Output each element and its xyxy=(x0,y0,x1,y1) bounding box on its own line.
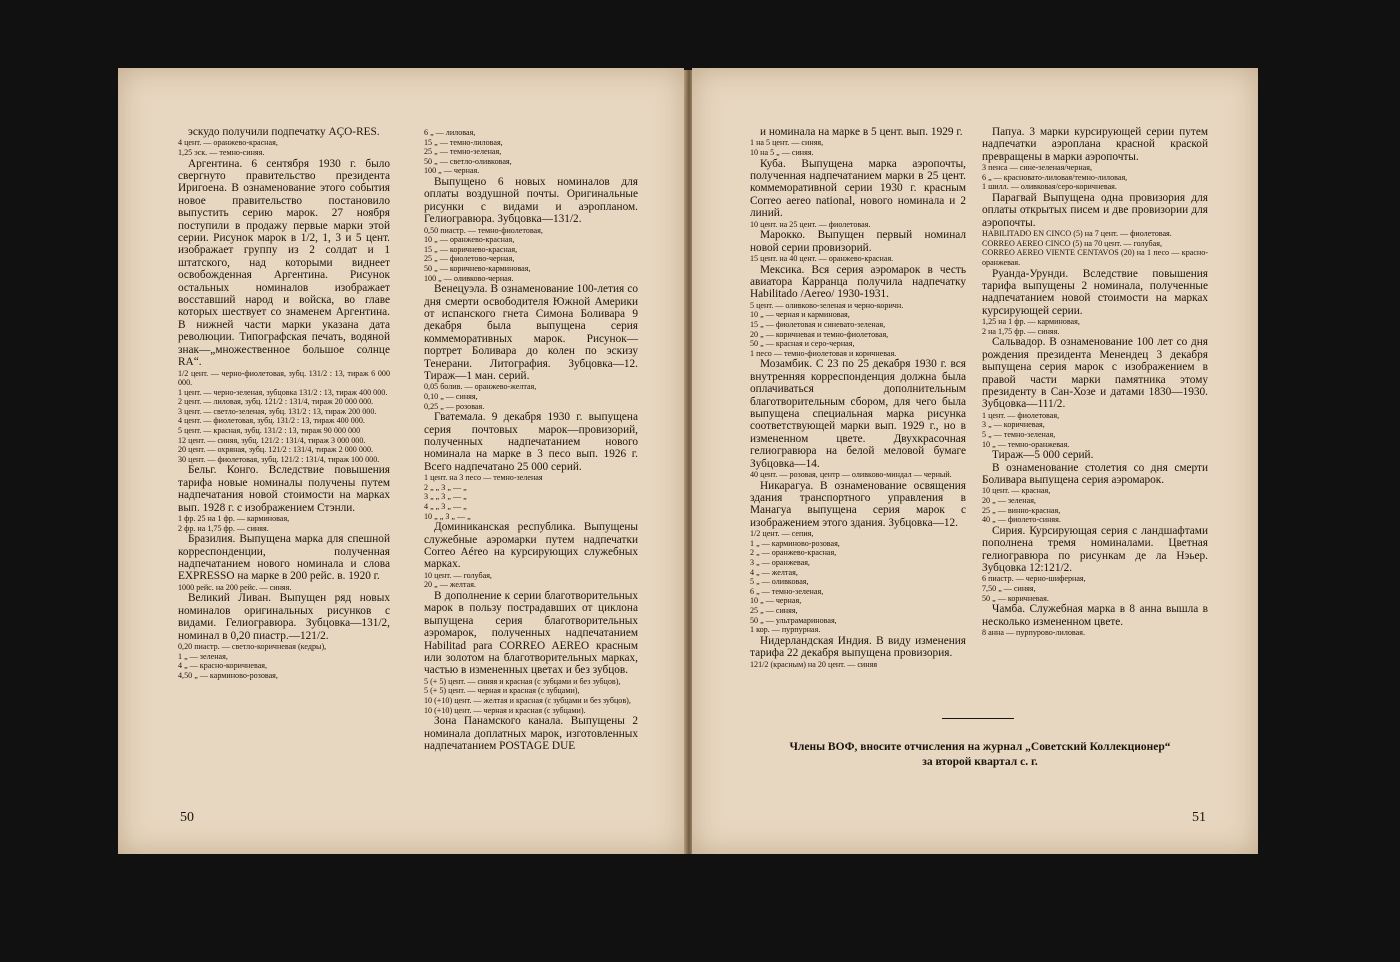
stamp-listing: 6 „ — темно-зеленая, xyxy=(750,586,824,596)
stamp-listing: 25 „ — винно-красная, xyxy=(982,505,1061,515)
stamp-listing: 1 цент. — фиолетовая, xyxy=(982,410,1060,420)
stamp-listing: 2 „ „ 3 „ — „ xyxy=(424,482,467,492)
stamp-listing: 25 „ — фиолетово-черная, xyxy=(424,254,515,264)
stamp-listing: 50 „ — ультрамариновая, xyxy=(750,615,837,625)
stamp-listing: 10 „ — черная и карминовая, xyxy=(750,310,850,320)
article-paragraph: Мозамбик. С 23 по 25 декабря 1930 г. вся внутренняя корреспонденция должна была оплачиваться дополнительным благотворительным сбором, для чего была выпущена специальная марка рисунка соответствующей марки вып. 1929 г., но в измененном цвете. Двухкрасочная гелиогравюра на белой меловой бумаге Зубцовка—14. xyxy=(750,358,966,470)
article-paragraph: В дополнение к серии благотворительных марок в пользу пострадавших от циклона выпущена серия благотворительных аэромарок, полученных надпечатанием Habilitad para CORREO AEREO красным или золотом на благотворительных марках, частью в измененных цветах и без зубцов. xyxy=(424,590,638,677)
footer-note xyxy=(752,740,1208,770)
left-page-column-1 xyxy=(178,126,390,680)
stamp-listing: 6 „ — красновато-лиловая/темно-лиловая, xyxy=(982,172,1128,182)
stamp-listing: 40 цент. — розовая, центр — оливково-миндал — черный. xyxy=(750,470,952,480)
stamp-listing: 10 цент. на 25 цент. — фиолетовая. xyxy=(750,219,871,229)
stamp-listing: 2 „ — оранжево-красная, xyxy=(750,548,837,558)
stamp-listing: 6 „ — лиловая, xyxy=(424,128,476,137)
article-paragraph: Чамба. Служебная марка в 8 анна вышла в несколько измененном цвете. xyxy=(982,603,1208,628)
stamp-listing: 4 „ — желтая, xyxy=(750,567,798,577)
stamp-listing: 100 „ — оливково-черная. xyxy=(424,273,514,283)
stamp-listing: 1 песо — темно-фиолетовая и коричневая. xyxy=(750,348,897,358)
stamp-listing: 3 пенса — сине-зеленая/черная, xyxy=(982,163,1092,173)
article-paragraph: Руанда-Урунди. Вследствие повышения тарифа выпущены 2 номинала, полученные надпечатанием новой стоимости на марках курсирующей серии. xyxy=(982,267,1208,317)
stamp-listing: 5 „ — оливковая, xyxy=(750,577,809,587)
stamp-listing: CORREO AEREO CINCO (5) на 70 цент. — голубая, xyxy=(982,238,1162,248)
stamp-listing: 20 „ — желтая. xyxy=(424,580,476,590)
footer-note-line-2: за второй квартал с. г. xyxy=(922,756,1038,768)
stamp-listing: 1 шилл. — оливковая/серо-коричневая. xyxy=(982,182,1117,192)
stamp-listing: 2 фр. на 1,75 фр. — синяя. xyxy=(178,523,269,533)
stamp-listing: 25 „ — синяя, xyxy=(750,606,798,616)
article-paragraph: и номинала на марке в 5 цент. вып. 1929 г. xyxy=(760,126,963,138)
footer-note-line-1: Члены ВОФ, вносите отчисления на журнал „Советский Коллекционер“ xyxy=(789,741,1171,753)
stamp-listing: 4,50 „ — карминово-розовая, xyxy=(178,670,278,680)
stamp-listing: 10 „ — черная, xyxy=(750,596,802,606)
stamp-listing: 0,25 „ — розовая. xyxy=(424,401,485,411)
article-paragraph: Бельг. Конго. Вследствие повышения тарифа новые номиналы получены путем надпечатания новой стоимости на марках вып. 1928 г. с изображением Стэнли. xyxy=(178,464,390,514)
stamp-listing: 100 „ — черная. xyxy=(424,166,480,176)
stamp-listing: 1 цент. на 3 песо — темно-зеленая xyxy=(424,473,543,483)
page-number: 51 xyxy=(1192,810,1206,825)
article-paragraph: Зона Панамского канала. Выпущены 2 номинала доплатных марок, изготовленных надпечатанием POSTAGE DUE xyxy=(424,715,638,753)
stamp-listing: 5 цент. — оливково-зеленая и черно-коричн. xyxy=(750,300,904,310)
article-paragraph: Тираж—5 000 серий. xyxy=(992,449,1094,462)
stamp-listing: 15 „ — фиолетовая и синевато-зеленая, xyxy=(750,320,886,330)
stamp-listing: 1/2 цент. — сепия, xyxy=(750,529,814,539)
stamp-listing: 1 „ — зеленая, xyxy=(178,651,228,661)
page-number: 50 xyxy=(180,810,194,825)
stamp-listing: 15 „ — темно-лиловая, xyxy=(424,137,503,147)
stamp-listing: 10 цент. — красная, xyxy=(982,486,1051,496)
article-paragraph: Куба. Выпущена марка аэропочты, полученная надпечатанием марки в 25 цент. коммеморативной серии 1930 г. красным Correo aereo national, нового номинала и 2 линий. xyxy=(750,157,966,220)
stamp-listing: 2 цент. — лиловая, зубц. 121/2 : 131/4, тираж 20 000 000. xyxy=(178,397,374,407)
stamp-listing: 1 на 5 цент. — синяя, xyxy=(750,138,824,148)
stamp-listing: 5 (+ 5) цент. — черная и красная (с зубцами), xyxy=(424,686,580,696)
article-paragraph: Марокко. Выпущен первый номинал новой серии провизорий. xyxy=(750,229,966,254)
stamp-listing: 10 на 5 „ — синяя. xyxy=(750,148,814,157)
article-paragraph: Выпущено 6 новых номиналов для оплаты воздушной почты. Оригинальные рисунки с видами и аэропланом. Гелиогравюра. Зубцовка—131/2. xyxy=(424,175,638,226)
stamp-listing: 12 цент. — синяя, зубц. 121/2 : 131/4, тираж 3 000 000. xyxy=(178,435,366,445)
separator-rule xyxy=(942,718,1014,719)
stamp-listing: 50 „ — красная и серо-черная, xyxy=(750,339,855,349)
stamp-listing: 10 (+10) цент. — черная и красная (с зубцами). xyxy=(424,705,586,715)
stamp-listing: 5 (+ 5) цент. — синяя и красная (с зубцами и без зубцов), xyxy=(424,676,621,686)
left-page[interactable] xyxy=(118,68,684,854)
stamp-listing: 1,25 эск. — темно-синяя. xyxy=(178,148,265,157)
article-paragraph: Парагвай Выпущена одна провизория для оплаты открытых писем и две провизории для аэропочты. xyxy=(982,192,1208,229)
article-paragraph: Мексика. Вся серия аэромарок в честь авиатора Карранца получила надпечатку Habilitado /Aereo/ 1930-1931. xyxy=(750,263,966,301)
article-paragraph: Гватемала. 9 декабря 1930 г. выпущена серия почтовых марок—провизорий, полученных надпечатанием нового номинала на марке в 3 песо вып. 1926 г. Всего надпечатано 25 000 серий. xyxy=(424,411,638,473)
article-paragraph: Сальвадор. В ознаменование 100 лет со дня рождения президента Менендец 3 декабря выпущена серия марок с изображением в правой части марки памятника этому президенту в Сан-Хозе и датами 1830—1930. Зубцовка—111/2. xyxy=(982,336,1208,411)
stamp-listing: 10 „ — темно-оранжевая. xyxy=(982,439,1070,449)
article-paragraph: эскудо получили подпечатку AÇO-RES. xyxy=(188,126,380,138)
stamp-listing: 50 „ — коричневая. xyxy=(982,593,1049,603)
stamp-listing: CORREO AEREO VIENTE CENTAVOS (20) на 1 песо — красно-оранжевая. xyxy=(982,248,1208,267)
stamp-listing: 7,50 „ — синяя, xyxy=(982,584,1036,594)
stamp-listing: 10 „ „ 3 „ — „ xyxy=(424,511,471,521)
stamp-listing: 4 „ „ 3 „ — „ xyxy=(424,502,467,511)
stamp-listing: 3 „ — оранжевая, xyxy=(750,558,810,568)
article-paragraph: Нидерландская Индия. В виду изменения тарифа 22 декабря выпущена провизория. xyxy=(750,634,966,660)
stamp-listing: 121/2 (красным) на 20 цент. — синяя xyxy=(750,659,878,669)
stamp-listing: 0,50 пиастр. — темно-фиолетовая, xyxy=(424,225,543,235)
stamp-listing: 4 цент. — фиолетовая, зубц. 131/2 : 13, тираж 400 000. xyxy=(178,416,365,426)
stamp-listing: 1/2 цент. — черно-фиолетовая, зубц. 131/2 : 13, тираж 6 000 000. xyxy=(178,368,390,388)
stamp-listing: 10 (+10) цент. — желтая и красная (с зубцами и без зубцов), xyxy=(424,696,631,706)
article-paragraph: Венецуэла. В ознаменование 100-летия со дня смерти освободителя Южной Америки от испанского гнета Симона Боливара 9 декабря была выпущена серия коммеморативных марок. Рисунок—портрет Боливара до колен по эскизу Тенерани. Литография. Зубцовка—12. Тираж—1 ман. серий. xyxy=(424,283,638,382)
article-paragraph: Доминиканская республика. Выпущены служебные аэромарки путем надпечатки Correo Aéreo на курсирующих служебных марках. xyxy=(424,521,638,571)
article-paragraph: Сирия. Курсирующая серия с ландшафтами пополнена тремя номиналами. Цветная гелиогравюра по рисункам де ла Нэьер. Зубцовка 12:121/2. xyxy=(982,524,1208,575)
stamp-listing: 8 анна — пурпурово-лиловая. xyxy=(982,628,1085,638)
stamp-listing: 1 фр. 25 на 1 фр. — карминовая, xyxy=(178,514,290,524)
stamp-listing: 0,10 „ — синяя, xyxy=(424,392,478,401)
stamp-listing: 6 пиастр. — черно-шиферная, xyxy=(982,574,1086,584)
stamp-listing: 15 „ — коричнево-красная, xyxy=(424,244,518,254)
stamp-listing: 0,05 болив. — оранжево-желтая, xyxy=(424,382,537,392)
right-page[interactable] xyxy=(692,68,1258,854)
article-paragraph: Великий Ливан. Выпущен ряд новых номиналов оригинальных рисунков с видами. Гелиогравюра. Зубцовка—131/2, номинал в 0,20 пиастр.—121/2. xyxy=(178,592,390,642)
right-page-column-1 xyxy=(750,126,966,669)
stamp-listing: 50 „ — коричнево-карминовая, xyxy=(424,263,531,273)
stamp-listing: 10 цент. — голубая, xyxy=(424,570,492,580)
article-paragraph: Бразилия. Выпущена марка для спешной корреспонденции, полученная надпечатанием нового номинала и слова EXPRESSO на марке в 200 рейс. в. 1920 г. xyxy=(178,533,390,583)
stamp-listing: 30 цент. — фиолетовая, зубц. 121/2 : 131/4, тираж 100 000. xyxy=(178,454,380,464)
right-page-column-2 xyxy=(982,126,1208,638)
stamp-listing: 5 цент. — красная, зубц. 131/2 : 13, тираж 90 000 000 xyxy=(178,426,361,436)
stamp-listing: 1 „ — карминово-розовая, xyxy=(750,538,840,548)
stamp-listing: 20 цент. — охряная, зубц. 121/2 : 131/4, тираж 2 000 000. xyxy=(178,445,374,455)
stamp-listing: 50 „ — светло-оливковая, xyxy=(424,156,512,166)
stamp-listing: 1 кор. — пурпурная. xyxy=(750,625,821,635)
stamp-listing: 40 „ — фиолето-синяя. xyxy=(982,515,1061,525)
left-page-column-2 xyxy=(424,128,638,752)
article-paragraph: Аргентина. 6 сентября 1930 г. было свергнуто правительство президента Иригоена. В ознаменование этого события новое правительство постановило выпустить серию марок. 27 ноября поступили в продажу первые марки этой серии. Рисунок марок в 1/2, 1, 3 и 5 цент. изображает группу из 2 солдат и 1 штатского, над которыми виднеет освобожденная Аргентина. Рисунок остальных номиналов изображает восставший народ и войска, во главе которых шествует со знаменем Аргентина. В нижней части марки указана дата революции. Типографская печать, водяной знак—„множественное большое солнце RA“. xyxy=(178,157,390,369)
stamp-listing: 1,25 на 1 фр. — карминовая, xyxy=(982,317,1080,327)
stamp-listing: 4 „ — красно-коричневая, xyxy=(178,661,268,671)
stamp-listing: 4 цент. — оранжево-красная, xyxy=(178,138,278,148)
stamp-listing: 2 на 1,75 фр. — синяя. xyxy=(982,326,1060,336)
stamp-listing: 1000 рейс. на 200 рейс. — синяя. xyxy=(178,582,292,592)
stamp-listing: 10 „ — оранжево-красная, xyxy=(424,235,515,245)
stamp-listing: 15 цент. на 40 цент. — оранжево-красная. xyxy=(750,254,894,264)
article-paragraph: Папуа. 3 марки курсирующей серии путем надпечатки аэроплана красной краской превращены в марки аэропочты. xyxy=(982,126,1208,163)
stamp-listing: 20 „ — коричневая и темно-фиолетовая, xyxy=(750,329,889,339)
article-paragraph: Никарагуа. В ознаменование освящения здания транспортного управления в Манагуа выпущена серия марок с изображением этого здания. Зубцовка—12. xyxy=(750,479,966,529)
stamp-listing: 5 „ — темно-зеленая, xyxy=(982,430,1056,440)
stamp-listing: 1 цент. — черно-зеленая, зубцовка 131/2 : 13, тираж 400 000. xyxy=(178,387,388,397)
stamp-listing: 3 цент. — светло-зеленая, зубц. 131/2 : 13, тираж 200 000. xyxy=(178,406,377,416)
article-paragraph: В ознаменование столетия со дня смерти Боливара выпущена серия аэромарок. xyxy=(982,461,1208,487)
stamp-listing: 0,20 пиастр. — светло-коричневая (кедры), xyxy=(178,642,327,652)
stamp-listing: 20 „ — зеленая, xyxy=(982,496,1036,506)
stamp-listing: 25 „ — темно-зеленая, xyxy=(424,147,502,157)
stamp-listing: 3 „ — коричневая, xyxy=(982,420,1045,430)
stamp-listing: HABILITADO EN CINCO (5) на 7 цент. — фиолетовая. xyxy=(982,229,1172,239)
stamp-listing: 3 „ „ 3 „ — „ xyxy=(424,492,467,502)
